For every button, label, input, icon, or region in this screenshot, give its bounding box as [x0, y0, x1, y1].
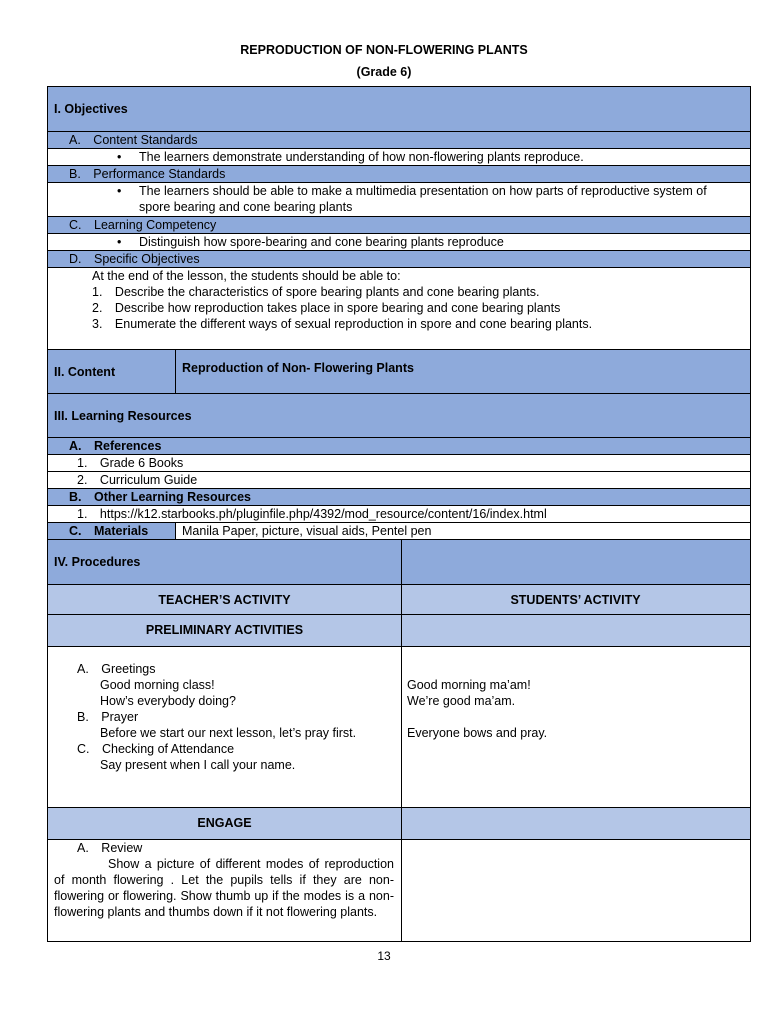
resources-heading: III. Learning Resources — [54, 409, 192, 423]
reference-item-row — [48, 471, 750, 488]
learning-competency-item: • Distinguish how spore-bearing and cone bearing plants reproduce — [139, 234, 504, 250]
specific-objective-item: 2. Describe how reproduction takes place in spore bearing and cone bearing plants — [92, 301, 561, 315]
content-divider — [175, 350, 176, 394]
content-standards-item-row — [48, 148, 750, 165]
resources-heading-row — [48, 393, 750, 437]
performance-standards-line2: spore bearing and cone bearing plants — [139, 200, 353, 214]
document-title: REPRODUCTION OF NON-FLOWERING PLANTS — [240, 43, 528, 57]
engage-header-row — [48, 807, 750, 839]
page-number: 13 — [377, 949, 391, 963]
review-text: Show a picture of different modes of reproduction of month flowering . Let the pupils tells if they are non-flowering or flowering. Show thumb up if the modes is a non-flowering plants and thumbs down if it not flowering plants. — [54, 857, 394, 919]
review-label: A. Review — [77, 841, 143, 855]
other-resource-item-row — [48, 505, 750, 522]
procedures-heading-row — [48, 539, 750, 584]
content-row — [48, 349, 750, 393]
engage-header: ENGAGE — [197, 816, 252, 830]
teacher-line: C. Checking of Attendance — [77, 742, 235, 756]
resource-link[interactable]: 1. https://k12.starbooks.ph/pluginfile.php/4392/mod_resource/content/16/index.html — [77, 507, 547, 521]
reference-item-row — [48, 454, 750, 471]
performance-standards-row — [48, 165, 750, 182]
materials-value: Manila Paper, picture, visual aids, Pentel pen — [182, 524, 432, 538]
student-line: Everyone bows and pray. — [407, 726, 548, 740]
learning-competency-item-row — [48, 233, 750, 250]
specific-objective-item: 3. Enumerate the different ways of sexual reproduction in spore and cone bearing plants. — [92, 317, 593, 331]
objectives-heading-row — [48, 87, 750, 131]
performance-standards-label: B. Performance Standards — [69, 167, 226, 181]
learning-competency-row — [48, 216, 750, 233]
lesson-plan-table — [47, 86, 751, 942]
materials-row — [48, 522, 750, 539]
teacher-line: Before we start our next lesson, let’s pray first. — [100, 726, 357, 740]
references-row — [48, 437, 750, 454]
reference-item: 2. Curriculum Guide — [77, 473, 198, 487]
teacher-activity-header: TEACHER’S ACTIVITY — [158, 593, 291, 607]
other-resources-row — [48, 488, 750, 505]
procedures-column-divider — [401, 539, 402, 941]
preliminary-header-row — [48, 614, 750, 646]
specific-objectives-label: D. Specific Objectives — [69, 252, 200, 266]
teacher-line: B. Prayer — [77, 710, 139, 724]
specific-objectives-body — [48, 267, 750, 349]
student-activity-header: STUDENTS’ ACTIVITY — [510, 593, 641, 607]
content-value: Reproduction of Non- Flowering Plants — [182, 361, 414, 375]
materials-divider — [175, 523, 176, 540]
specific-objectives-intro: At the end of the lesson, the students should be able to: — [92, 269, 401, 283]
content-standards-row — [48, 131, 750, 148]
specific-objective-item: 1. Describe the characteristics of spore bearing plants and cone bearing plants. — [92, 285, 540, 299]
content-standards-item: • The learners demonstrate understanding of how non-flowering plants reproduce. — [139, 149, 584, 165]
content-standards-label: A. Content Standards — [69, 133, 198, 147]
teacher-line: How’s everybody doing? — [100, 694, 236, 708]
student-line: Good morning ma’am! — [407, 678, 531, 692]
content-heading: II. Content — [54, 365, 116, 379]
other-resources-label: B. Other Learning Resources — [69, 490, 251, 504]
teacher-line: A. Greetings — [77, 662, 156, 676]
performance-standards-item-row — [48, 182, 750, 216]
teacher-line: Good morning class! — [100, 678, 215, 692]
preliminary-activities-header: PRELIMINARY ACTIVITIES — [145, 623, 304, 637]
reference-item: 1. Grade 6 Books — [77, 456, 184, 470]
procedures-heading: IV. Procedures — [54, 555, 141, 569]
references-label: A. References — [69, 439, 162, 453]
student-line: We’re good ma’am. — [407, 694, 516, 708]
preliminary-body-row — [48, 646, 750, 807]
engage-body-row — [48, 839, 750, 941]
materials-label: C. Materials — [69, 524, 149, 538]
learning-competency-label: C. Learning Competency — [69, 218, 217, 232]
grade-label: (Grade 6) — [356, 65, 412, 79]
objectives-heading: I. Objectives — [54, 102, 128, 116]
specific-objectives-row — [48, 250, 750, 267]
materials-label-cell — [48, 523, 175, 539]
activity-header-row — [48, 584, 750, 614]
teacher-line: Say present when I call your name. — [100, 758, 296, 772]
performance-standards-line1: • The learners should be able to make a multimedia presentation on how parts of reproductive system of — [139, 183, 707, 199]
